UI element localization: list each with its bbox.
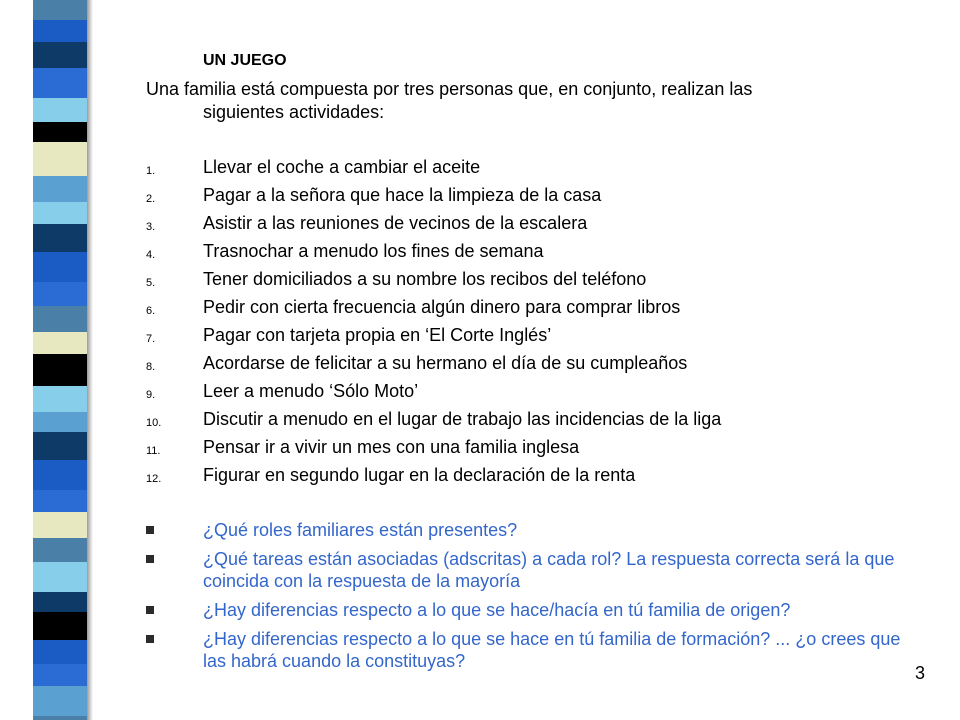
task-number: 10. <box>146 417 162 429</box>
stripe-band <box>33 512 87 538</box>
question-item <box>146 519 926 541</box>
task-text: Pedir con cierta frecuencia algún dinero para comprar libros <box>203 297 681 317</box>
stripe-band <box>33 640 87 664</box>
task-number: 7. <box>146 333 156 345</box>
task-text: Pensar ir a vivir un mes con una familia inglesa <box>203 437 580 457</box>
stripe-band <box>33 490 87 512</box>
stripe-band <box>33 538 87 562</box>
stripe-band <box>33 592 87 612</box>
question-text: ¿Qué tareas están asociadas (adscritas) a cada rol? La respuesta correcta será la que coincida con la respuesta de la mayoría <box>203 549 895 591</box>
task-text: Acordarse de felicitar a su hermano el día de su cumpleaños <box>203 353 688 373</box>
stripe-band <box>33 68 87 98</box>
task-number: 8. <box>146 361 156 373</box>
stripe-band <box>33 716 87 720</box>
stripe-band <box>33 562 87 592</box>
task-number: 5. <box>146 277 156 289</box>
stripe-band <box>33 686 87 716</box>
task-text: Tener domiciliados a su nombre los recibos del teléfono <box>203 269 647 289</box>
stripe-band <box>33 224 87 252</box>
stripe-band <box>33 202 87 224</box>
stripe-band <box>33 176 87 202</box>
task-number: 3. <box>146 221 156 233</box>
task-text: Figurar en segundo lugar en la declaración de la renta <box>203 465 636 485</box>
task-number: 9. <box>146 389 156 401</box>
task-number: 11. <box>146 445 161 457</box>
stripe-band <box>33 252 87 282</box>
task-number: 6. <box>146 305 156 317</box>
stripe-band <box>33 42 87 68</box>
stripe-band <box>33 98 87 122</box>
slide-title: UN JUEGO <box>203 52 287 69</box>
stripe-band <box>33 20 87 42</box>
task-text: Discutir a menudo en el lugar de trabajo las incidencias de la liga <box>203 409 722 429</box>
question-item <box>146 548 926 592</box>
square-bullet-icon <box>146 526 154 534</box>
square-bullet-icon <box>146 635 154 643</box>
task-text: Asistir a las reuniones de vecinos de la escalera <box>203 213 588 233</box>
stripe-band <box>33 354 87 386</box>
task-text: Leer a menudo ‘Sólo Moto’ <box>203 381 419 401</box>
question-item <box>146 599 926 621</box>
task-number: 1. <box>146 165 156 177</box>
question-item <box>146 628 926 672</box>
task-number: 2. <box>146 193 156 205</box>
task-text: Trasnochar a menudo los fines de semana <box>203 241 544 261</box>
intro-line-2: siguientes actividades: <box>203 102 385 122</box>
decorative-stripe <box>33 0 87 720</box>
task-number: 4. <box>146 249 156 261</box>
stripe-band <box>33 142 87 176</box>
question-list <box>146 519 926 679</box>
stripe-band <box>33 664 87 686</box>
stripe-band <box>33 432 87 460</box>
stripe-band <box>33 306 87 332</box>
square-bullet-icon <box>146 606 154 614</box>
task-text: Pagar a la señora que hace la limpieza de la casa <box>203 185 602 205</box>
page-number: 3 <box>915 663 926 683</box>
task-text: Llevar el coche a cambiar el aceite <box>203 157 481 177</box>
task-number: 12. <box>146 473 162 485</box>
intro-paragraph <box>146 78 906 124</box>
stripe-band <box>33 332 87 354</box>
square-bullet-icon <box>146 555 154 563</box>
stripe-band <box>33 460 87 490</box>
stripe-band <box>33 282 87 306</box>
question-text: ¿Qué roles familiares están presentes? <box>203 520 518 540</box>
question-text: ¿Hay diferencias respecto a lo que se hace/hacía en tú familia de origen? <box>203 600 791 620</box>
stripe-band <box>33 412 87 432</box>
stripe-band <box>33 386 87 412</box>
stripe-band <box>33 612 87 640</box>
stripe-band <box>33 122 87 142</box>
question-text: ¿Hay diferencias respecto a lo que se hace en tú familia de formación? ... ¿o crees que las habrá cuando la constituyas? <box>203 629 901 671</box>
intro-line-1: Una familia está compuesta por tres personas que, en conjunto, realizan las <box>146 79 753 99</box>
stripe-band <box>33 0 87 20</box>
task-text: Pagar con tarjeta propia en ‘El Corte Inglés’ <box>203 325 552 345</box>
decorative-stripe-shadow <box>87 0 93 720</box>
